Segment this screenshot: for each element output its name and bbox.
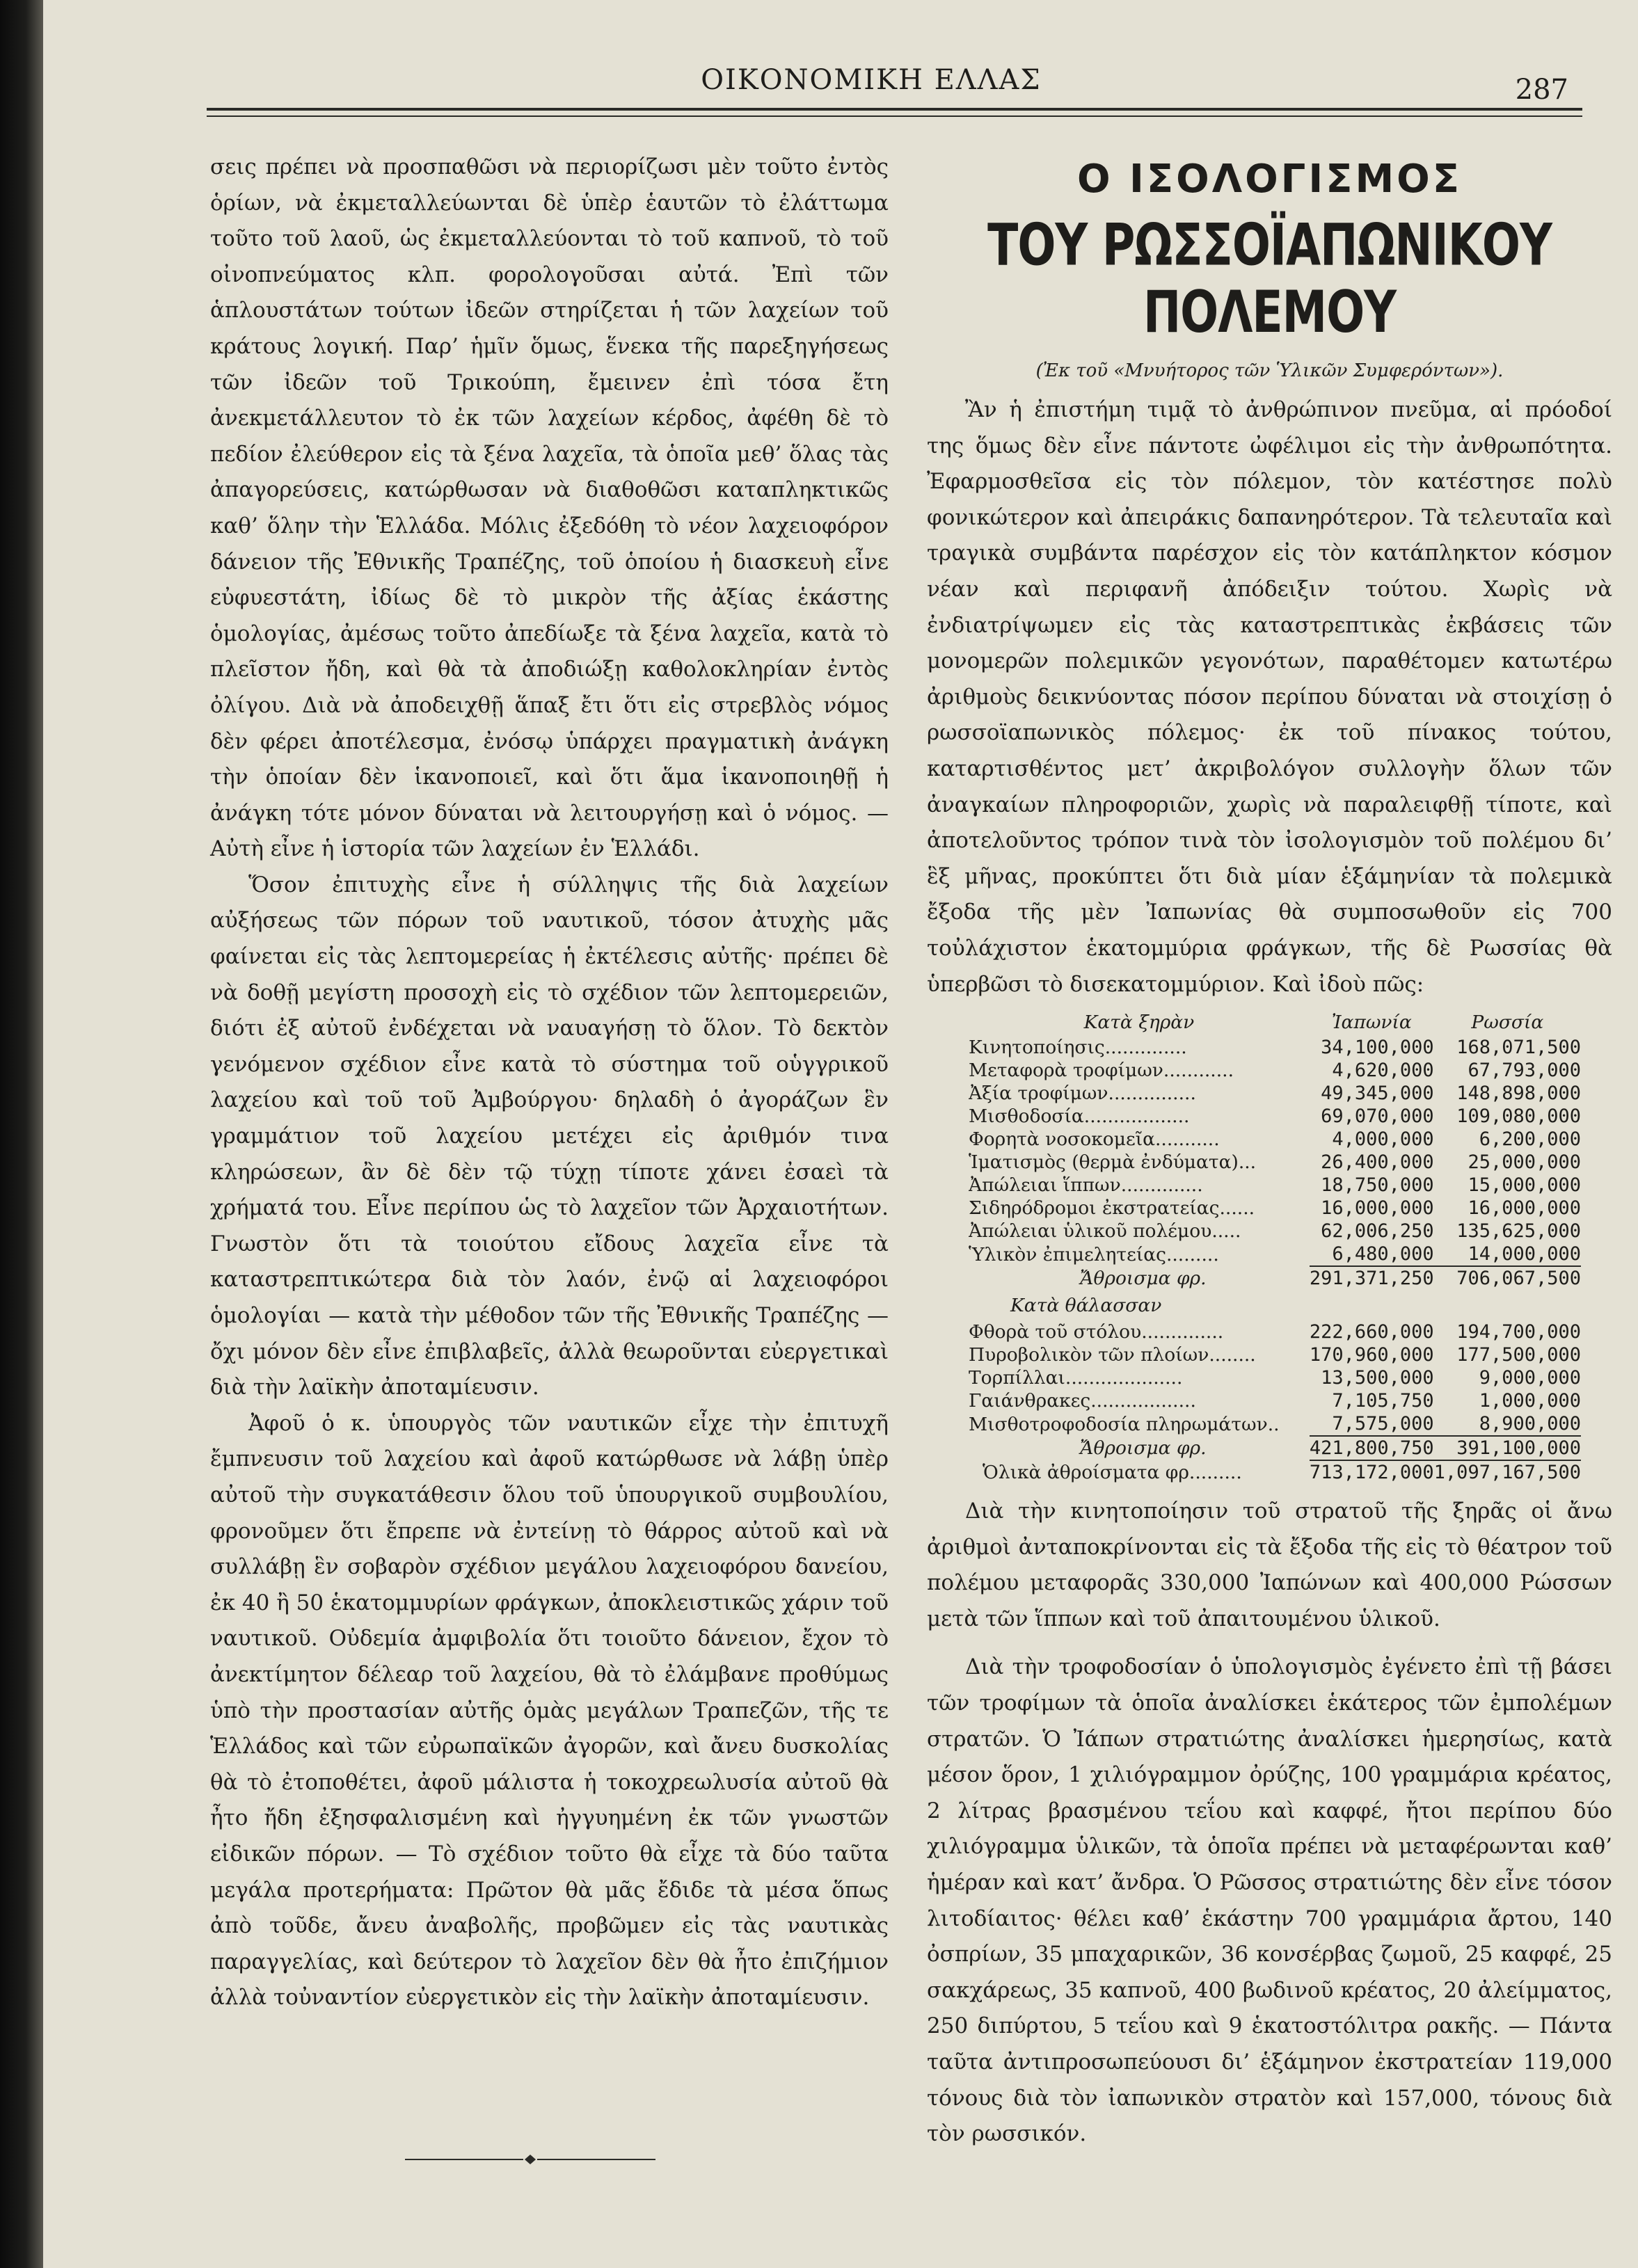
table-row <box>969 1243 1581 1266</box>
document-page <box>43 0 1638 2268</box>
russia-value: 1,000,000 <box>1479 1390 1581 1412</box>
running-title: ΟΙΚΟΝΟΜΙΚΗ ΕΛΛΑΣ <box>701 64 1042 96</box>
header-rule <box>207 108 1582 111</box>
row-label: Ἱματισμὸς (θερμὰ ἐνδύματα)... <box>969 1151 1257 1174</box>
russia-value: 135,625,000 <box>1456 1220 1581 1243</box>
table-row <box>969 1082 1581 1105</box>
table-row <box>969 1059 1581 1082</box>
paragraph: Ὅσον ἐπιτυχὴς εἶνε ἡ σύλληψις τῆς διὰ λαχείων αὐξήσεως τῶν πόρων τοῦ ναυτικοῦ, τόσον ἀτυχὴς μᾶς φαίνεται εἰς τὰς λεπτομερείας ἡ ἐκτέλεσις αὐτῆς· πρέπει δὲ νὰ δοθῇ μεγίστη προσοχὴ εἰς τὸ σχέδιον τῶν λεπτομερειῶν, διότι ἐξ αὐτοῦ ἐνδέχεται νὰ ναυαγήσῃ τὸ ὅλον. Τὸ δεκτὸν γενόμενον σχέδιον εἶνε κατὰ τὸ σύστημα τοῦ οὑγγρικοῦ λαχείου καὶ τοῦ τοῦ Ἀμβούργου· δηλαδὴ ὁ ἀγοράζων ἓν γραμμάτιον τοῦ λαχείου μετέχει εἰς ἀριθμόν τινα κληρώσεων, ἂν δὲ δὲν τῷ τύχῃ τίποτε χάνει ἐσαεὶ τὰ χρήματά του. Εἶνε περίπου ὡς τὸ λαχεῖον τῶν Ἀρχαιοτήτων. Γνωστὸν ὅτι τὰ τοιούτου εἴδους λαχεῖα εἶνε τὰ καταστρεπτικώτερα διὰ τὸν λαόν, ἐνῷ αἱ λαχειοφόροι ὁμολογίαι — κατὰ τὴν μέθοδον τῶν τῆς Ἐθνικῆς Τραπέζης — ὄχι μόνον δὲν εἶνε ἐπιβλαβεῖς, ἀλλὰ θεωροῦνται εὐεργετικαὶ διὰ τὴν λαϊκὴν ἀποταμίευσιν. <box>210 872 889 1400</box>
row-label: Ὑλικὸν ἐπιμελητείας......... <box>969 1243 1219 1265</box>
row-label: Ἀπώλειαι ὑλικοῦ πολέμου..... <box>969 1220 1241 1243</box>
row-label: Φθορὰ τοῦ στόλου.............. <box>969 1321 1224 1343</box>
row-label: Μισθοτροφοδοσία πληρωμάτων.. <box>969 1413 1280 1435</box>
row-label: Σιδηρόδρομοι ἐκστρατείας...... <box>969 1197 1255 1220</box>
japan-subtotal: 291,371,250 <box>1309 1268 1434 1290</box>
grand-total-label: Ὁλικὰ ἀθροίσματα φρ......... <box>983 1461 1242 1483</box>
table-row <box>969 1343 1581 1366</box>
empty-cell <box>1434 1290 1581 1320</box>
article-intro: Ἂν ἡ ἐπιστήμη τιμᾷ τὸ ἀνθρώπινον πνεῦμα, αἱ πρόοδοί της ὅμως δὲν εἶνε πάντοτε ὠφέλιμοι εἰς τὴν ἀνθρωπότητα. Ἐφαρμοσθεῖσα εἰς τὸν πόλεμον, τὸν κατέστησε πολὺ φονικώτερον καὶ ἀπειράκις δαπανηρότερον. Τὰ τελευταῖα καὶ τραγικὰ συμβάντα παρέσχον εἰς τὸν κατάπληκτον κόσμον νέαν καὶ περιφανῆ ἀπόδειξιν τούτου. Χωρὶς νὰ ἐνδιατρίψωμεν εἰς τὰς καταστρεπτικὰς ἐκβάσεις τῶν μονομερῶν πολεμικῶν γεγονότων, παραθέτομεν κατωτέρω ἀριθμοὺς δεικνύοντας πόσον περίπου δύναται νὰ στοιχίσῃ ὁ ρωσσοϊαπωνικὸς πόλεμος· ἐκ τοῦ πίνακος τούτου, καταρτισθέντος μετ’ ἀκριβολόγον συλλογὴν ὅλων τῶν ἀναγκαίων πληροφοριῶν, χωρὶς νὰ παραλειφθῇ τίποτε, καὶ ἀποτελοῦντος τρόπον τινὰ τὸν ἰσολογισμὸν τοῦ πολέμου δι’ ἓξ μῆνας, προκύπτει ὅτι διὰ μίαν ἑξάμηνίαν τὰ πολεμικὰ ἔξοδα τῆς μὲν Ἰαπωνίας θὰ συμποσωθοῦν εἰς 700 τοὐλάχιστον ἑκατομμύρια φράγκων, τῆς δὲ Ρωσσίας θὰ ὑπερβῶσι τὸ δισεκατομμύριον. Καὶ ἰδοὺ πῶς: <box>927 397 1612 997</box>
column-header-russia: Ρωσσία <box>1471 1011 1544 1033</box>
russia-value: 109,080,000 <box>1456 1105 1581 1128</box>
paragraph: Διὰ τὴν κινητοποίησιν τοῦ στρατοῦ τῆς ξηρᾶς οἱ ἄνω ἀριθμοὶ ἀνταποκρίνονται εἰς τὰ ἔξοδα τῆς εἰς τὸ θέατρον τοῦ πολέμου μεταφορᾶς 330,000 Ἰαπώνων καὶ 400,000 Ρώσσων μετὰ τῶν ἵππων καὶ τοῦ ἀπαιτουμένου ὑλικοῦ. <box>927 1499 1612 1631</box>
table-row <box>969 1197 1581 1220</box>
japan-value: 4,620,000 <box>1332 1060 1434 1082</box>
russia-value: 25,000,000 <box>1468 1151 1581 1174</box>
paragraph: Ἀφοῦ ὁ κ. ὑπουργὸς τῶν ναυτικῶν εἶχε τὴν ἐπιτυχῆ ἔμπνευσιν τοῦ λαχείου καὶ ἀφοῦ κατώρθωσε νὰ λάβῃ ὑπὲρ αὐτοῦ τὴν συγκατάθεσιν ὅλου τοῦ ὑπουργικοῦ συμβουλίου, φρονοῦμεν ὅτι ἔπρεπε νὰ ἐντείνῃ τὸ θάρρος αὐτοῦ καὶ νὰ συλλάβῃ ἓν σοβαρὸν σχέδιον μεγάλου λαχειοφόρου δανείου, ἐκ 40 ἢ 50 ἑκατομμυρίων φράγκων, ἀποκλειστικῶς χάριν τοῦ ναυτικοῦ. Οὐδεμία ἀμφιβολία ὅτι τοιοῦτο δάνειον, ἔχον τὸ ἀνεκτίμητον δέλεαρ τοῦ λαχείου, θὰ τὸ ἐλάμβανε προθύμως ὑπὸ τὴν προστασίαν αὐτῆς ὁμὰς μεγάλων Τραπεζῶν, τῆς τε Ἑλλάδος καὶ τῶν εὐρωπαϊκῶν ἀγορῶν, καὶ ἄνευ δυσκολίας θὰ τὸ ἐτοποθέτει, ἀφοῦ μάλιστα ἡ τοκοχρεωλυσία αὐτοῦ θὰ ἦτο ἤδη ἐξησφαλισμένη καὶ ἠγγυημένη ἐκ τῶν γνωστῶν εἰδικῶν πόρων. — Τὸ σχέδιον τοῦτο θὰ εἶχε τὰ δύο ταῦτα μεγάλα προτερήματα: Πρῶτον θὰ μᾶς ἔδιδε τὰ μέσα ὅπως ἀπὸ τοῦδε, ἄνευ ἀναβολῆς, προβῶμεν εἰς τὰς ναυτικὰς παραγγελίας, καὶ δεύτερον τὸ λαχεῖον δὲν θὰ ἦτο ἐπιζήμιον ἀλλὰ τοὐναντίον εὐεργετικὸν εἰς τὴν λαϊκὴν ἀποταμίευσιν. <box>210 1410 889 2011</box>
table-row <box>969 1320 1581 1343</box>
end-ornament <box>405 2153 655 2166</box>
table-row <box>969 1128 1581 1151</box>
russia-subtotal: 706,067,500 <box>1434 1266 1581 1290</box>
russia-value: 67,793,000 <box>1468 1060 1581 1082</box>
table-row <box>969 1412 1581 1436</box>
japan-value: 6,480,000 <box>1332 1243 1434 1265</box>
left-column <box>210 150 889 2016</box>
row-label: Φορητὰ νοσοκομεῖα........... <box>969 1128 1220 1151</box>
russia-value: 148,898,000 <box>1456 1083 1581 1105</box>
row-label: Ἀξία τροφίμων............... <box>969 1083 1196 1105</box>
row-label: Τορπίλλαι.................... <box>969 1367 1183 1389</box>
row-label: Μισθοδοσία.................. <box>969 1105 1190 1128</box>
japan-subtotal: 421,800,750 <box>1309 1437 1434 1460</box>
russia-value: 177,500,000 <box>1456 1344 1581 1366</box>
russia-grand-total: 1,097,167,500 <box>1433 1462 1581 1484</box>
japan-value: 7,105,750 <box>1332 1390 1434 1412</box>
row-label: Ἀπώλειαι ἵππων.............. <box>969 1174 1203 1197</box>
sea-section-row <box>969 1290 1581 1320</box>
table-row <box>969 1389 1581 1412</box>
table-header-row <box>969 1008 1581 1036</box>
book-binding-edge <box>0 0 43 2268</box>
grand-total-row <box>969 1460 1581 1484</box>
russia-subtotal: 391,100,000 <box>1434 1436 1581 1460</box>
russia-value: 14,000,000 <box>1468 1243 1581 1265</box>
japan-value: 7,575,000 <box>1332 1413 1434 1435</box>
row-label: Μεταφορὰ τροφίμων............ <box>969 1060 1234 1082</box>
japan-value: 49,345,000 <box>1321 1083 1434 1105</box>
row-label: Πυροβολικὸν τῶν πλοίων........ <box>969 1344 1256 1366</box>
russia-value: 8,900,000 <box>1479 1413 1581 1435</box>
japan-grand-total: 713,172,000 <box>1309 1462 1434 1484</box>
japan-value: 170,960,000 <box>1309 1344 1434 1366</box>
column-header-japan: Ἰαπωνία <box>1331 1011 1412 1033</box>
table-row <box>969 1036 1581 1059</box>
paragraph: σεις πρέπει νὰ προσπαθῶσι νὰ περιορίζωσι μὲν τοῦτο ἐντὸς ὁρίων, νὰ ἐκμεταλλεύωνται δὲ ὑπὲρ ἑαυτῶν τὸ ἐλάττωμα τοῦτο τοῦ λαοῦ, ὡς ἐκμεταλλεύονται τὸ τοῦ καπνοῦ, τὸ τοῦ οἰνοπνεύματος κλπ. φορολογοῦσαι αὐτά. Ἐπὶ τῶν ἁπλουστάτων τούτων ἰδεῶν στηρίζεται ἡ τῶν λαχείων τοῦ κράτους λογική. Παρ’ ἡμῖν ὅμως, ἕνεκα τῆς παρεξηγήσεως τῶν ἰδεῶν τοῦ Τρικούπη, ἔμεινεν ἐπὶ τόσα ἔτη ἀνεκμετάλλευτον τὸ ἐκ τῶν λαχείων κέρδος, ἀφέθη δὲ τὸ πεδίον ἐλεύθερον εἰς τὰ ξένα λαχεῖα, τὰ ὁποῖα μεθ’ ὅλας τὰς ἀπαγορεύσεις, κατώρθωσαν νὰ διαθοθῶσι καταπληκτικῶς καθ’ ὅλην τὴν Ἑλλάδα. Μόλις ἐξεδόθη τὸ νέον λαχειοφόρον δάνειον τῆς Ἐθνικῆς Τραπέζης, τοῦ ὁποίου ἡ διασκευὴ εἶνε εὐφυεστάτη, ἰδίως δὲ τὸ μικρὸν τῆς ἀξίας ἑκάστης ὁμολογίας, ἀμέσως τοῦτο ἀπεδίωξε τὰ ξένα λαχεῖα, κατὰ τὸ πλεῖστον ἤδη, καὶ θὰ τὰ ἀποδιώξῃ καθολοκληρίαν ἐντὸς ὀλίγου. Διὰ νὰ ἀποδειχθῇ ἅπαξ ἔτι ὅτι εἰς στρεβλὸς νόμος δὲν φέρει ἀποτέλεσμα, ἐνόσῳ ὑπάρχει πραγματικὴ ἀνάγκη τὴν ὁποίαν δὲν ἱκανοποιεῖ, καὶ ὅτι ἅμα ἱκανοποιηθῇ ἡ ἀνάγκη τότε μόνον δύναται νὰ λειτουργήσῃ καὶ ὁ νόμος. — Αὐτὴ εἶνε ἡ ἱστορία τῶν λαχείων ἐν Ἑλλάδι. <box>210 154 889 862</box>
table-row <box>969 1105 1581 1128</box>
japan-value: 13,500,000 <box>1321 1367 1434 1389</box>
russia-value: 168,071,500 <box>1456 1037 1581 1059</box>
japan-value: 4,000,000 <box>1332 1128 1434 1151</box>
japan-value: 222,660,000 <box>1309 1321 1434 1343</box>
table-row <box>969 1174 1581 1197</box>
russia-value: 9,000,000 <box>1479 1367 1581 1389</box>
row-label: Κινητοποίησις.............. <box>969 1037 1187 1059</box>
article-title: Ο ΙΣΟΛΟΓΙΣΜΟΣ <box>1076 157 1463 202</box>
russia-value: 6,200,000 <box>1479 1128 1581 1151</box>
war-cost-table <box>969 1008 1581 1484</box>
table-row <box>969 1220 1581 1243</box>
article-subtitle: ΤΟΥ ΡΩΣΣΟΪΑΠΩΝΙΚΟΥ ΠΟΛΕΜΟΥ <box>987 211 1552 346</box>
japan-value: 18,750,000 <box>1321 1174 1434 1197</box>
subtotal-row <box>969 1266 1581 1290</box>
russia-value: 16,000,000 <box>1468 1197 1581 1220</box>
subtotal-row <box>969 1436 1581 1460</box>
right-column <box>927 150 1612 2153</box>
header-rule-thin <box>207 115 1582 117</box>
page-number: 287 <box>1515 74 1568 106</box>
japan-value: 34,100,000 <box>1321 1037 1434 1059</box>
japan-value: 69,070,000 <box>1321 1105 1434 1128</box>
subtotal-label: Ἄθροισμα φρ. <box>1080 1267 1207 1289</box>
sea-section-header: Κατὰ θάλασσαν <box>1010 1294 1162 1316</box>
japan-value: 16,000,000 <box>1321 1197 1434 1220</box>
russia-value: 194,700,000 <box>1456 1321 1581 1343</box>
empty-cell <box>1310 1290 1434 1320</box>
japan-value: 26,400,000 <box>1321 1151 1434 1174</box>
table-row <box>969 1366 1581 1389</box>
table-row <box>969 1151 1581 1174</box>
paragraph: Διὰ τὴν τροφοδοσίαν ὁ ὑπολογισμὸς ἐγένετο ἐπὶ τῇ βάσει τῶν τροφίμων τὰ ὁποῖα ἀναλίσκει ἑκάτερος τῶν ἐμπολέμων στρατῶν. Ὁ Ἰάπων στρατιώτης ἀναλίσκει ἡμερησίως, κατὰ μέσον ὅρον, 1 χιλιόγραμμον ὀρύζης, 100 γραμμάρια κρέατος, 2 λίτρας βρασμένου τεΐου καὶ καφφέ, ἤτοι περίπου δύο χιλιόγραμμα ὑλικῶν, τὰ ὁποῖα πρέπει νὰ μεταφέρωνται καθ’ ἡμέραν καὶ κατ’ ἄνδρα. Ὁ Ρῶσσος στρατιώτης δὲν εἶνε τόσον λιτοδίαιτος· θέλει καθ’ ἑκάστην 700 γραμμάρια ἄρτου, 140 ὀσπρίων, 35 μπαχαρικῶν, 36 κονσέρβας ζωμοῦ, 25 καφφέ, 25 σακχάρεως, 35 καπνοῦ, 400 βωδινοῦ κρέατος, 20 ἀλείμματος, 250 διπύρτου, 5 τεΐου καὶ 9 ἑκατοστόλιτρα ρακῆς. — Πάντα ταῦτα ἀντιπροσωπεύουσι δι’ ἑξάμηνον ἐκστρατείαν 119,000 τόνους διὰ τὸν ἰαπωνικὸν στρατὸν καὶ 157,000, τόνους διὰ τὸν ρωσσικόν. <box>927 1654 1612 2147</box>
subtotal-label: Ἄθροισμα φρ. <box>1080 1437 1207 1460</box>
article-source: (Ἐκ τοῦ «Μνυήτορος τῶν Ὑλικῶν Συμφερόντων»). <box>1035 360 1504 381</box>
land-section-header: Κατὰ ξηρὰν <box>1083 1011 1195 1033</box>
russia-value: 15,000,000 <box>1468 1174 1581 1197</box>
japan-value: 62,006,250 <box>1321 1220 1434 1243</box>
row-label: Γαιάνθρακες.................. <box>969 1390 1196 1412</box>
